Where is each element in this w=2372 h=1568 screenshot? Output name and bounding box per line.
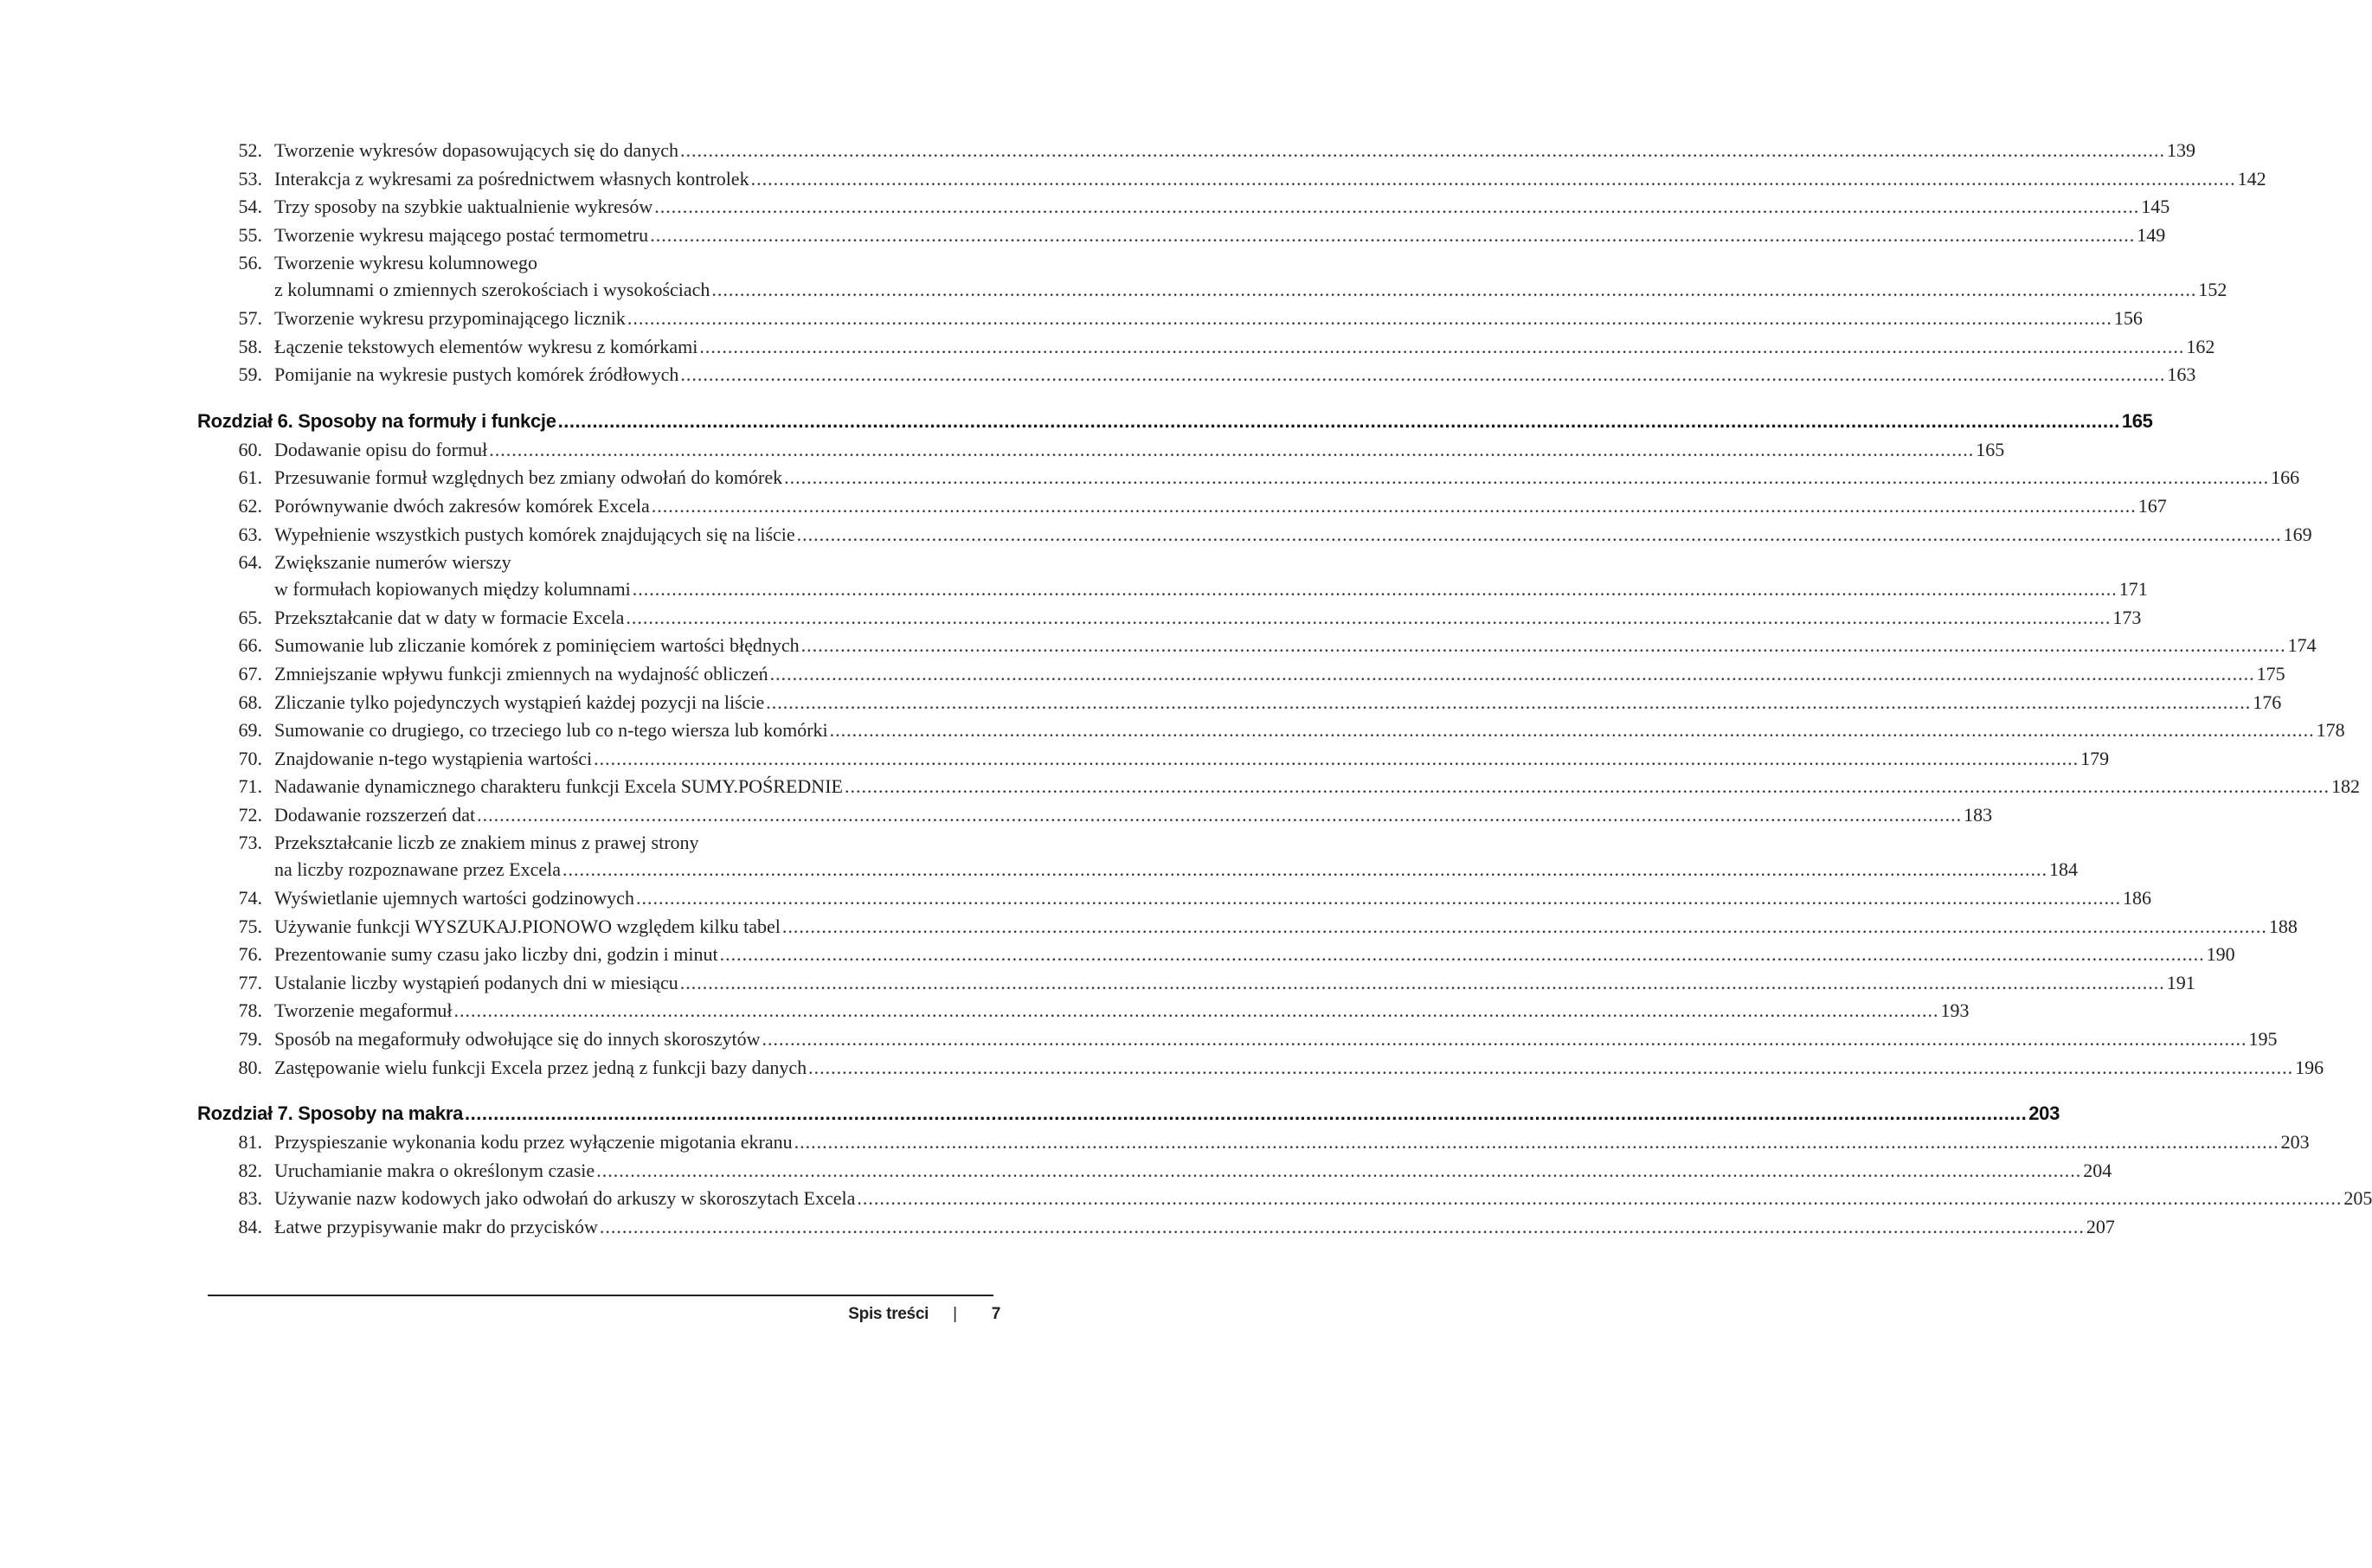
entry-title: Dodawanie opisu do formuł: [274, 438, 488, 460]
entry-title: Znajdowanie n-tego wystąpienia wartości: [274, 747, 593, 769]
toc-entry[interactable]: [215, 521, 2312, 549]
leader-dots: [654, 193, 2139, 222]
leader-dots: [680, 969, 2165, 998]
leader-dots: [784, 464, 2269, 492]
entry-page-number: 196: [2295, 1056, 2324, 1078]
toc-entry[interactable]: [215, 1054, 2324, 1083]
entry-number: 60.: [238, 438, 262, 460]
leader-dots: [562, 856, 2047, 884]
chapter-page-number: 165: [2121, 409, 2153, 432]
leader-dots: [762, 1025, 2247, 1054]
entry-title-continued: w formułach kopiowanych między kolumnami: [274, 578, 631, 601]
toc-entry[interactable]: [215, 492, 2167, 521]
entry-number: 69.: [238, 719, 262, 742]
entry-number: 81.: [238, 1131, 262, 1154]
entry-number: 59.: [238, 363, 262, 386]
entry-number: 78.: [238, 999, 262, 1022]
entry-number: 55.: [238, 223, 262, 246]
entry-number: 72.: [238, 803, 262, 826]
leader-dots: [454, 997, 1939, 1025]
entry-number: 76.: [238, 943, 262, 966]
entry-number: 80.: [238, 1056, 262, 1078]
chapter-page-number: 203: [2028, 1102, 2060, 1125]
entry-page-number: 190: [2206, 943, 2235, 966]
entry-title: Używanie nazw kodowych jako odwołań do arkuszy w skoroszytach Excela: [274, 1187, 856, 1210]
entry-title: Trzy sposoby na szybkie uaktualnienie wykresów: [274, 196, 653, 218]
entry-title: Pomijanie na wykresie pustych komórek źródłowych: [274, 363, 679, 386]
entry-page-number: 163: [2167, 363, 2196, 386]
entry-page-number: 207: [2086, 1216, 2115, 1237]
toc-entry[interactable]: [215, 941, 2235, 969]
entry-number: 58.: [238, 335, 262, 357]
entry-page-number: 142: [2237, 167, 2266, 190]
toc-entry[interactable]: [215, 464, 2300, 492]
entry-page-number: 183: [1964, 803, 1993, 826]
entry-title: Zastępowanie wielu funkcji Excela przez jedną z funkcji bazy danych: [274, 1056, 807, 1078]
chapter-heading[interactable]: [197, 407, 2153, 436]
entry-title: Tworzenie wykresu kolumnowego: [274, 252, 537, 274]
entry-page-number: 165: [1976, 438, 2005, 460]
toc-entry[interactable]: [215, 1213, 2115, 1242]
leader-dots: [797, 521, 2282, 549]
entry-title: Zwiększanie numerów wierszy: [274, 551, 511, 574]
leader-dots: [600, 1213, 2085, 1242]
entry-number: 71.: [238, 775, 262, 798]
entry-page-number: 173: [2112, 606, 2142, 628]
leader-dots: [699, 333, 2184, 362]
entry-number: 63.: [238, 523, 262, 545]
entry-page-number: 169: [2283, 523, 2312, 545]
entry-title: Interakcja z wykresami za pośrednictwem własnych kontrolek: [274, 167, 749, 190]
entry-title: Sposób na megaformuły odwołujące się do innych skoroszytów: [274, 1028, 761, 1051]
entry-number: 68.: [238, 691, 262, 713]
entry-page-number: 175: [2256, 662, 2285, 684]
entry-title: Prezentowanie sumy czasu jako liczby dni, godzin i minut: [274, 943, 718, 966]
chapter-title: Rozdział 7. Sposoby na makra: [197, 1102, 464, 1125]
entry-title: Tworzenie wykresu mającego postać termometru: [274, 223, 649, 246]
toc-entry[interactable]: [215, 193, 2170, 222]
leader-dots: [782, 913, 2267, 941]
leader-dots: [633, 575, 2118, 604]
leader-dots: [766, 689, 2251, 717]
entry-page-number: 139: [2167, 139, 2196, 161]
entry-title: Tworzenie wykresów dopasowujących się do danych: [274, 139, 679, 161]
toc-entry[interactable]: [215, 997, 1970, 1025]
entry-number: 79.: [238, 1028, 262, 1051]
entry-number: 73.: [238, 832, 262, 854]
footer-rule: [208, 1295, 993, 1296]
entry-page-number: 193: [1940, 999, 1970, 1022]
toc-entry[interactable]: [215, 913, 2298, 941]
entry-number: 57.: [238, 306, 262, 329]
entry-page-number: 182: [2330, 775, 2360, 798]
toc-entry[interactable]: [215, 632, 2317, 660]
leader-dots: [830, 717, 2315, 745]
leader-dots: [489, 436, 1974, 465]
leader-dots: [770, 660, 2255, 689]
toc-entry[interactable]: [215, 333, 2215, 362]
entry-number: 62.: [238, 494, 262, 517]
leader-dots: [857, 1185, 2342, 1213]
entry-title: Używanie funkcji WYSZUKAJ.PIONOWO względem kilku tabel: [274, 915, 781, 937]
leader-dots: [477, 801, 1962, 830]
entry-page-number: 166: [2271, 466, 2300, 489]
toc-entry[interactable]: [215, 801, 1993, 830]
leader-dots: [808, 1054, 2293, 1083]
entry-page-number: 174: [2287, 634, 2317, 657]
entry-number: 83.: [238, 1187, 262, 1210]
entry-number: 77.: [238, 971, 262, 993]
entry-page-number: 204: [2083, 1159, 2112, 1181]
entry-number: 66.: [238, 634, 262, 657]
entry-page-number: 186: [2122, 887, 2151, 909]
entry-title: Porównywanie dwóch zakresów komórek Excela: [274, 494, 650, 517]
entry-title-continued: na liczby rozpoznawane przez Excela: [274, 858, 562, 881]
leader-dots: [594, 745, 2079, 774]
leader-dots: [680, 361, 2165, 389]
leader-dots: [711, 276, 2196, 305]
toc-entry[interactable]: [215, 222, 2166, 250]
entry-page-number: 203: [2280, 1131, 2310, 1154]
toc-entry[interactable]: [215, 717, 2345, 745]
leader-dots: [794, 1128, 2279, 1157]
leader-dots: [558, 407, 2120, 436]
entry-title: Wyświetlanie ujemnych wartości godzinowych: [274, 887, 634, 909]
entry-title: Ustalanie liczby wystąpień podanych dni w miesiącu: [274, 971, 678, 993]
entry-page-number: 195: [2248, 1028, 2278, 1051]
entry-title-continued: z kolumnami o zmiennych szerokościach i wysokościach: [274, 279, 710, 301]
entry-title: Zmniejszanie wpływu funkcji zmiennych na wydajność obliczeń: [274, 662, 768, 684]
leader-dots: [636, 884, 2121, 913]
entry-number: 52.: [238, 139, 262, 161]
leader-dots: [680, 137, 2165, 165]
entry-title: Sumowanie co drugiego, co trzeciego lub co n-tego wiersza lub komórki: [274, 719, 828, 742]
entry-page-number: 184: [2049, 858, 2079, 881]
toc-entry[interactable]: [215, 137, 2196, 165]
entry-page-number: 149: [2137, 223, 2166, 246]
entry-title: Przyspieszanie wykonania kodu przez wyłączenie migotania ekranu: [274, 1131, 793, 1154]
entry-title: Łączenie tekstowych elementów wykresu z komórkami: [274, 335, 698, 357]
leader-dots: [720, 941, 2205, 969]
footer-separator: |: [953, 1305, 957, 1323]
leader-dots: [652, 492, 2137, 521]
toc-entry[interactable]: [215, 660, 2285, 689]
entry-number: 54.: [238, 196, 262, 218]
entry-number: 53.: [238, 167, 262, 190]
toc-entry[interactable]: [215, 773, 2360, 801]
toc-entry[interactable]: [215, 969, 2195, 998]
entry-number: 56.: [238, 252, 262, 274]
toc-entry[interactable]: [215, 1157, 2112, 1186]
toc-entry[interactable]: [215, 1025, 2278, 1054]
entry-number: 84.: [238, 1216, 262, 1237]
entry-number: 74.: [238, 887, 262, 909]
entry-page-number: 162: [2186, 335, 2215, 357]
entry-number: 75.: [238, 915, 262, 937]
entry-number: 67.: [238, 662, 262, 684]
toc-entry[interactable]: [215, 1128, 2310, 1157]
entry-page-number: 188: [2268, 915, 2298, 937]
leader-dots: [627, 305, 2112, 333]
entry-number: 64.: [238, 551, 262, 574]
leader-dots: [626, 604, 2111, 633]
entry-number: 65.: [238, 606, 262, 628]
toc-entry[interactable]: [215, 1185, 2372, 1213]
entry-page-number: 176: [2253, 691, 2282, 713]
leader-dots: [751, 165, 2236, 194]
entry-page-number: 145: [2141, 196, 2170, 218]
footer-page-number: 7: [991, 1305, 1000, 1323]
entry-title: Dodawanie rozszerzeń dat: [274, 803, 476, 826]
toc-entry[interactable]: [215, 689, 2282, 717]
leader-dots: [596, 1157, 2081, 1186]
page-footer: [848, 1305, 1000, 1324]
entry-page-number: 171: [2118, 578, 2148, 601]
entry-page-number: 156: [2113, 306, 2143, 329]
leader-dots: [650, 222, 2135, 250]
toc-entry[interactable]: [215, 604, 2142, 633]
toc-entry[interactable]: [215, 361, 2196, 389]
entry-number: 82.: [238, 1159, 262, 1181]
toc-entry[interactable]: [215, 305, 2143, 333]
entry-title: Przekształcanie liczb ze znakiem minus z prawej strony: [274, 832, 699, 854]
entry-title: Nadawanie dynamicznego charakteru funkcji Excela SUMY.POŚREDNIE: [274, 775, 843, 798]
leader-dots: [465, 1099, 2027, 1128]
toc-entry[interactable]: [215, 745, 2110, 774]
entry-page-number: 178: [2316, 719, 2345, 742]
entry-title: Tworzenie wykresu przypominającego licznik: [274, 306, 626, 329]
toc-entry[interactable]: [215, 436, 2005, 465]
toc-entry[interactable]: [215, 165, 2266, 194]
chapter-heading[interactable]: [197, 1099, 2060, 1128]
toc-entry[interactable]: [215, 249, 2227, 305]
entry-title: Zliczanie tylko pojedynczych wystąpień każdej pozycji na liście: [274, 691, 765, 713]
entry-title: Wypełnienie wszystkich pustych komórek znajdujących się na liście: [274, 523, 795, 545]
entry-title: Tworzenie megaformuł: [274, 999, 453, 1022]
entry-number: 61.: [238, 466, 262, 489]
entry-page-number: 179: [2080, 747, 2110, 769]
footer-section-title: Spis treści: [848, 1305, 929, 1323]
entry-title: Sumowanie lub zliczanie komórek z pominięciem wartości błędnych: [274, 634, 800, 657]
chapter-title: Rozdział 6. Sposoby na formuły i funkcje: [197, 409, 556, 432]
entry-page-number: 191: [2166, 971, 2195, 993]
entry-number: 70.: [238, 747, 262, 769]
toc-entry[interactable]: [215, 829, 2079, 884]
entry-title: Uruchamianie makra o określonym czasie: [274, 1159, 595, 1181]
entry-title: Łatwe przypisywanie makr do przycisków: [274, 1216, 598, 1237]
entry-page-number: 205: [2343, 1187, 2372, 1210]
leader-dots: [801, 632, 2286, 660]
toc-entry[interactable]: [215, 549, 2148, 604]
entry-page-number: 152: [2198, 279, 2227, 301]
leader-dots: [845, 773, 2330, 801]
entry-title: Przekształcanie dat w daty w formacie Excela: [274, 606, 625, 628]
toc-entry[interactable]: [215, 884, 2151, 913]
entry-title: Przesuwanie formuł względnych bez zmiany odwołań do komórek: [274, 466, 783, 489]
table-of-contents: [197, 137, 2372, 1242]
entry-page-number: 167: [2137, 494, 2167, 517]
